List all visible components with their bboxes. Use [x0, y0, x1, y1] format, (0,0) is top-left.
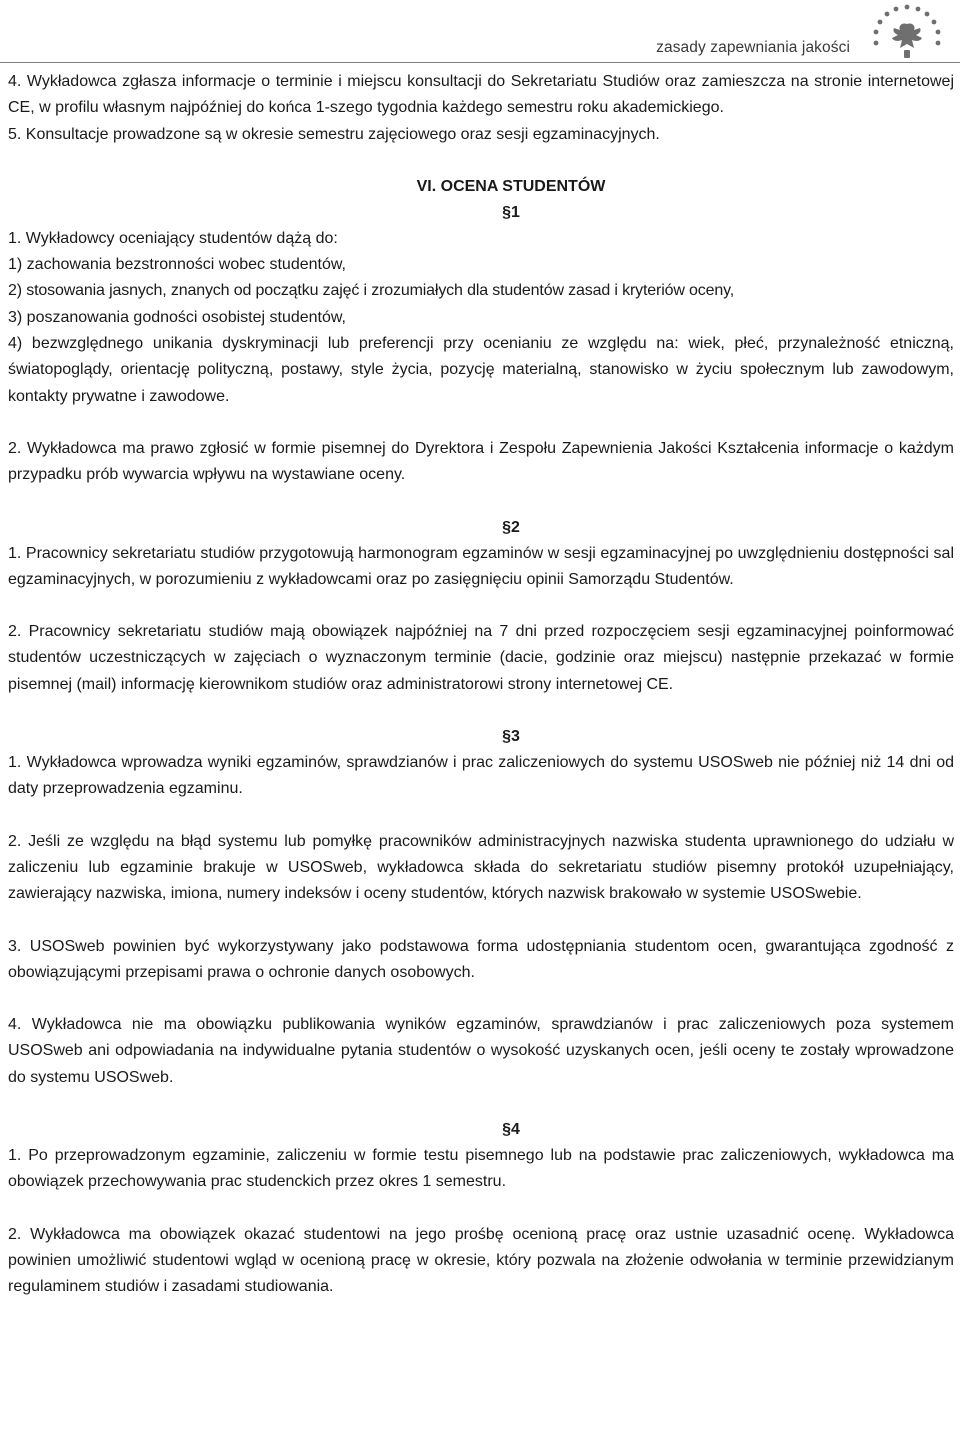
page-header [0, 0, 960, 63]
section-1-item-3: 3) poszanowania godności osobistej studentów, [8, 308, 346, 326]
spacer [8, 148, 954, 174]
chapter-title: VI. OCENA STUDENTÓW [416, 177, 606, 195]
header-title: zasady zapewniania jakości [656, 39, 850, 56]
section-1-item-4: 4) bezwzględnego unikania dyskryminacji lub preferencji przy ocenianiu ze względu na: wiek, płeć, przynależność etniczną, światopoglądy, orientację polityczną, postawy, style życia, pozycję materialną, stanowisko w życiu społecznym lub zawodowym, kontakty prywatne i zawodowe. [8, 335, 954, 405]
spacer [8, 803, 954, 829]
spacer [8, 1091, 954, 1117]
section-1-item-1: 1) zachowania bezstronności wobec studentów, [8, 256, 346, 274]
spacer [8, 908, 954, 934]
consultation-point-4: 4. Wykładowca zgłasza informacje o terminie i miejscu konsultacji do Sekretariatu Studiów oraz zamieszcza na stronie internetowej CE, w profilu własnym najpóźniej do końca 1-szego tygodnia każdego semestru roku akademickiego. [8, 73, 954, 117]
document-body [8, 69, 954, 1301]
spacer [8, 1196, 954, 1222]
section-1-item-2: 2) stosowania jasnych, znanych od początku zajęć i zrozumiałych dla studentów zasad i kryteriów oceny, [8, 282, 735, 300]
spacer [8, 986, 954, 1012]
section-2-heading: §2 [502, 518, 520, 536]
section-3-heading: §3 [502, 728, 520, 746]
section-1-point-2: 2. Wykładowca ma prawo zgłosić w formie pisemnej do Dyrektora i Zespołu Zapewnienia Jakości Kształcenia informacje o każdym przypadku prób wywarcia wpływu na wystawiane oceny. [8, 439, 954, 484]
university-logo [858, 0, 956, 62]
section-3-point-4: 4. Wykładowca nie ma obowiązku publikowania wyników egzaminów, sprawdzianów i prac zaliczeniowych poza systemem USOSweb ani odpowiadania na indywidualne pytania studentów o wysokość uzyskanych ocen, jeśli oceny te zostały wprowadzone do systemu USOSweb. [8, 1016, 954, 1086]
section-3-point-3: 3. USOSweb powinien być wykorzystywany jako podstawowa forma udostępniania studentom ocen, gwarantująca zgodność z obowiązującymi przepisami prawa o ochronie danych osobowych. [8, 937, 954, 981]
section-4-heading: §4 [502, 1121, 520, 1139]
spacer [8, 698, 954, 724]
consultation-point-5: 5. Konsultacje prowadzone są w okresie semestru zajęciowego oraz sesji egzaminacyjnych. [8, 125, 660, 143]
section-1-point-1-lead: 1. Wykładowcy oceniający studentów dążą do: [8, 229, 338, 247]
spacer [8, 593, 954, 619]
section-3-point-1: 1. Wykładowca wprowadza wyniki egzaminów, sprawdzianów i prac zaliczeniowych do systemu USOSweb nie później niż 14 dni od daty przeprowadzenia egzaminu. [8, 754, 954, 798]
section-2-point-2: 2. Pracownicy sekretariatu studiów mają obowiązek najpóźniej na 7 dni przed rozpoczęciem sesji egzaminacyjnej poinformować studentów uczestniczących w zajęciach o wyznaczonym terminie (dacie, godzinie oraz miejscu) następnie przekazać w formie pisemnej (mail) informację kierownikom studiów oraz administratorowi strony internetowej CE. [8, 623, 954, 693]
section-3-point-2: 2. Jeśli ze względu na błąd systemu lub pomyłkę pracowników administracyjnych nazwiska studenta uprawnionego do udziału w zaliczeniu lub egzaminie brakuje w USOSweb, wykładowca składa do sekretariatu studiów pisemny protokół uzupełniający, zawierający nazwiska, imiona, numery indeksów i oceny studentów, których nazwisk brakowało w systemie USOSwebie. [8, 832, 954, 903]
section-2-point-1: 1. Pracownicy sekretariatu studiów przygotowują harmonogram egzaminów w sesji egzaminacyjnej po uwzględnieniu dostępności sal egzaminacyjnych, w porozumieniu z wykładowcami oraz po zasięgnięciu opinii Samorządu Studentów. [8, 544, 954, 588]
spacer [8, 489, 954, 515]
section-4-point-2: 2. Wykładowca ma obowiązek okazać studentowi na jego prośbę ocenioną pracę oraz ustnie uzasadnić ocenę. Wykładowca powinien umożliwić studentowi wgląd w ocenioną pracę w okresie, który pozwala na złożenie odwołania w terminie przewidzianym regulaminem studiów i zasadami studiowania. [8, 1225, 954, 1296]
section-1-heading: §1 [502, 203, 520, 221]
spacer [8, 410, 954, 436]
section-4-point-1: 1. Po przeprowadzonym egzaminie, zaliczeniu w formie testu pisemnego lub na podstawie prac zaliczeniowych, wykładowca ma obowiązek przechowywania prac studenckich przez okres 1 semestru. [8, 1147, 954, 1191]
